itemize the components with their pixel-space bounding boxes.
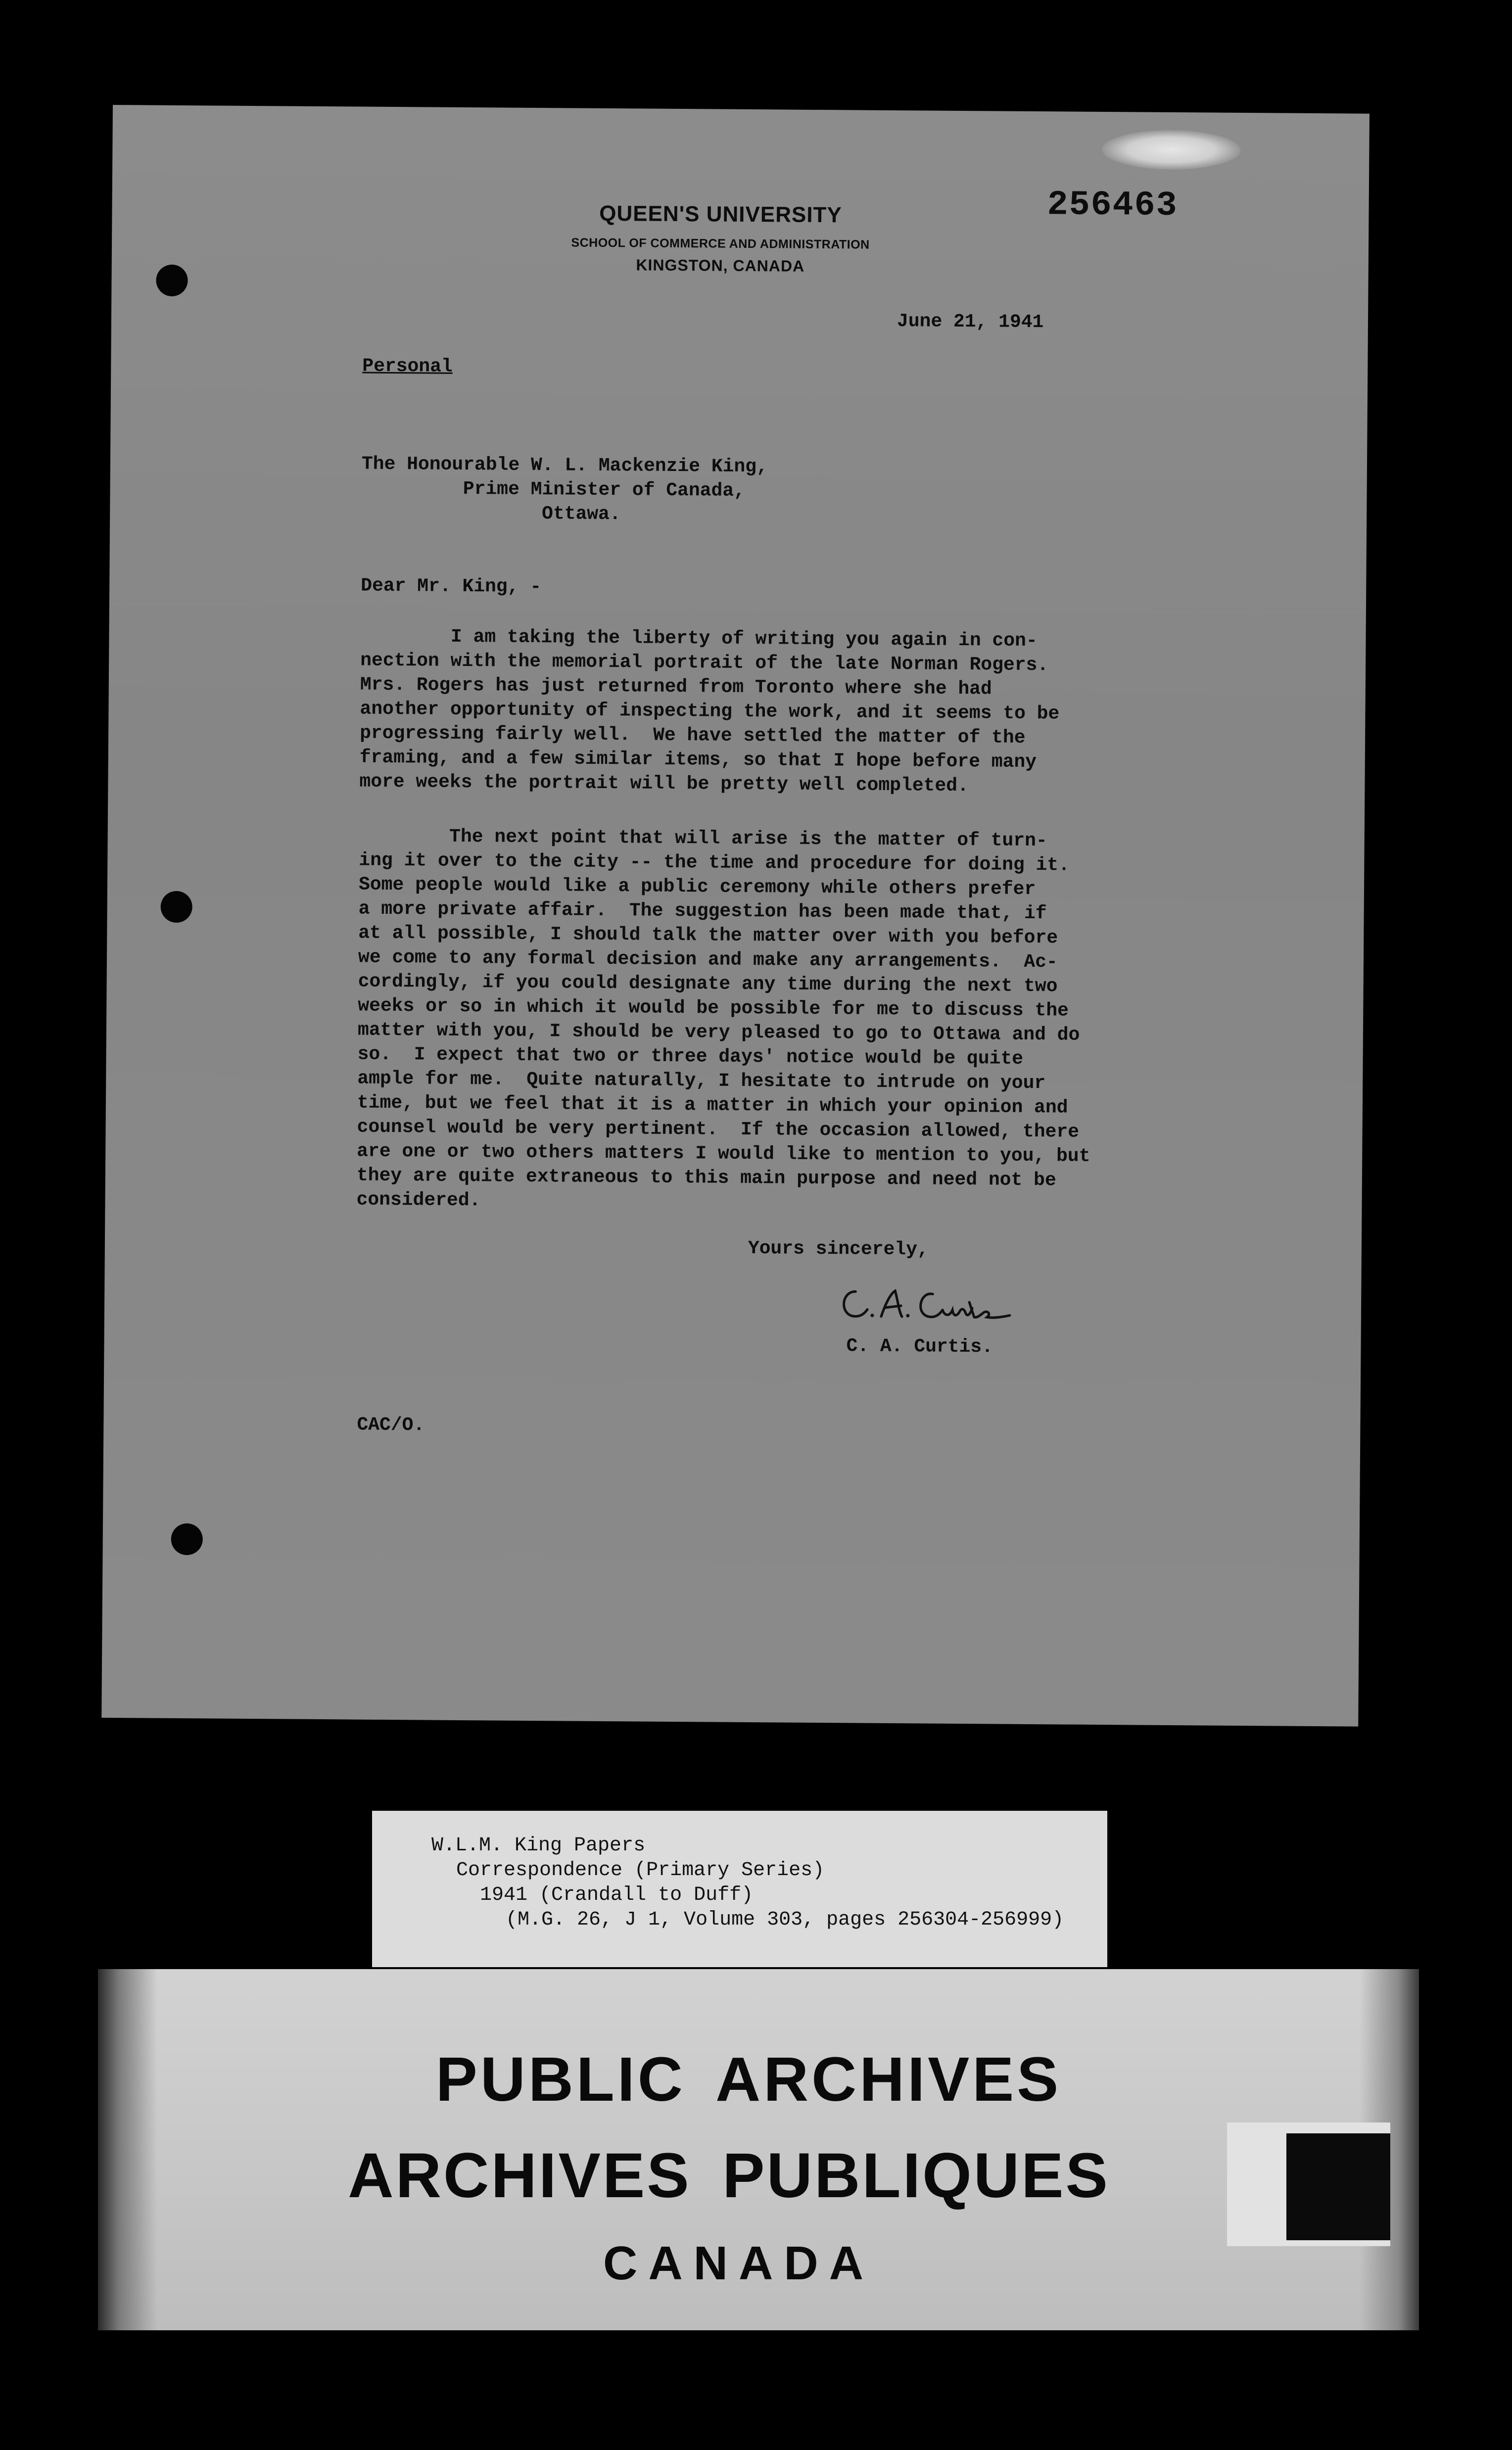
text-line: another opportunity of inspecting the work, and it seems to be xyxy=(360,698,1060,725)
letter-date: June 21, 1941 xyxy=(897,311,1044,333)
citation-line: 1941 (Crandall to Duff) xyxy=(480,1884,754,1906)
text-line: weeks or so in which it would be possible for me to discuss the xyxy=(358,995,1069,1022)
paragraph-2 xyxy=(356,824,1092,1217)
reference-initials: CAC/O. xyxy=(357,1414,425,1436)
text-line: ample for me. Quite naturally, I hesitate to intrude on your xyxy=(357,1068,1046,1094)
recipient-line: The Honourable W. L. Mackenzie King, xyxy=(361,453,768,478)
paper-smudge xyxy=(1102,130,1241,170)
letter-page xyxy=(101,105,1370,1727)
recipient-line: Ottawa. xyxy=(361,502,621,525)
closing: Yours sincerely, xyxy=(748,1238,929,1261)
text-line: The next point that will arise is the matter of turn- xyxy=(359,825,1047,852)
text-line: they are quite extraneous to this main purpose and need not be xyxy=(356,1165,1056,1191)
banner-line-archives-publiques: ARCHIVES PUBLIQUES xyxy=(348,2140,1110,2211)
text-line: cordingly, if you could designate any time during the next two xyxy=(358,971,1058,997)
letter-marking: Personal xyxy=(362,355,453,377)
handwritten-signature xyxy=(836,1276,1014,1332)
text-line: progressing fairly well. We have settled the matter of the xyxy=(359,722,1026,749)
document-number: 256463 xyxy=(1047,186,1178,226)
citation-line: (M.G. 26, J 1, Volume 303, pages 256304-256999) xyxy=(506,1909,1064,1931)
text-line: so. I expect that two or three days' notice would be quite xyxy=(357,1043,1024,1070)
recipient-address xyxy=(361,452,768,528)
text-line: ing it over to the city -- the time and procedure for doing it. xyxy=(359,849,1070,876)
text-line: more weeks the portrait will be pretty well completed. xyxy=(359,771,969,797)
paragraph-1 xyxy=(359,624,1060,799)
text-line: time, but we feel that it is a matter in which your opinion and xyxy=(357,1092,1068,1119)
text-line: at all possible, I should talk the matter over with you before xyxy=(358,922,1058,949)
text-line: framing, and a few similar items, so that I hope before many xyxy=(359,747,1037,773)
text-line: counsel would be very pertinent. If the occasion allowed, there xyxy=(357,1116,1080,1143)
text-line: we come to any formal decision and make any arrangements. Ac- xyxy=(358,946,1058,973)
recipient-line: Prime Minister of Canada, xyxy=(361,477,746,502)
citation-line: W.L.M. King Papers xyxy=(431,1835,646,1857)
signatory-name: C. A. Curtis. xyxy=(846,1335,993,1358)
letterhead-school: SCHOOL OF COMMERCE AND ADMINISTRATION xyxy=(571,236,870,252)
banner-line-canada: CANADA xyxy=(603,2237,874,2290)
text-line: matter with you, I should be very pleased to go to Ottawa and do xyxy=(357,1019,1080,1046)
archives-banner xyxy=(98,1969,1419,2330)
letterhead-location: KINGSTON, CANADA xyxy=(636,256,805,275)
salutation: Dear Mr. King, - xyxy=(361,575,542,598)
text-line: Mrs. Rogers has just returned from Toronto where she had xyxy=(360,674,992,700)
punch-hole-top xyxy=(156,265,188,296)
banner-line-public-archives: PUBLIC ARCHIVES xyxy=(435,2044,1062,2114)
letterhead-university: QUEEN'S UNIVERSITY xyxy=(599,201,842,228)
text-line: nection with the memorial portrait of the late Norman Rogers. xyxy=(360,650,1049,676)
punch-hole-middle xyxy=(160,891,192,923)
citation-line: Correspondence (Primary Series) xyxy=(456,1859,825,1882)
citation-label xyxy=(372,1811,1107,1967)
text-line: a more private affair. The suggestion has been made that, if xyxy=(358,898,1047,925)
text-line: considered. xyxy=(356,1189,481,1212)
text-line: I am taking the liberty of writing you again in con- xyxy=(360,625,1038,652)
text-line: are one or two others matters I would like to mention to you, but xyxy=(357,1140,1090,1167)
text-line: Some people would like a public ceremony while others prefer xyxy=(358,874,1036,900)
punch-hole-bottom xyxy=(171,1523,203,1555)
